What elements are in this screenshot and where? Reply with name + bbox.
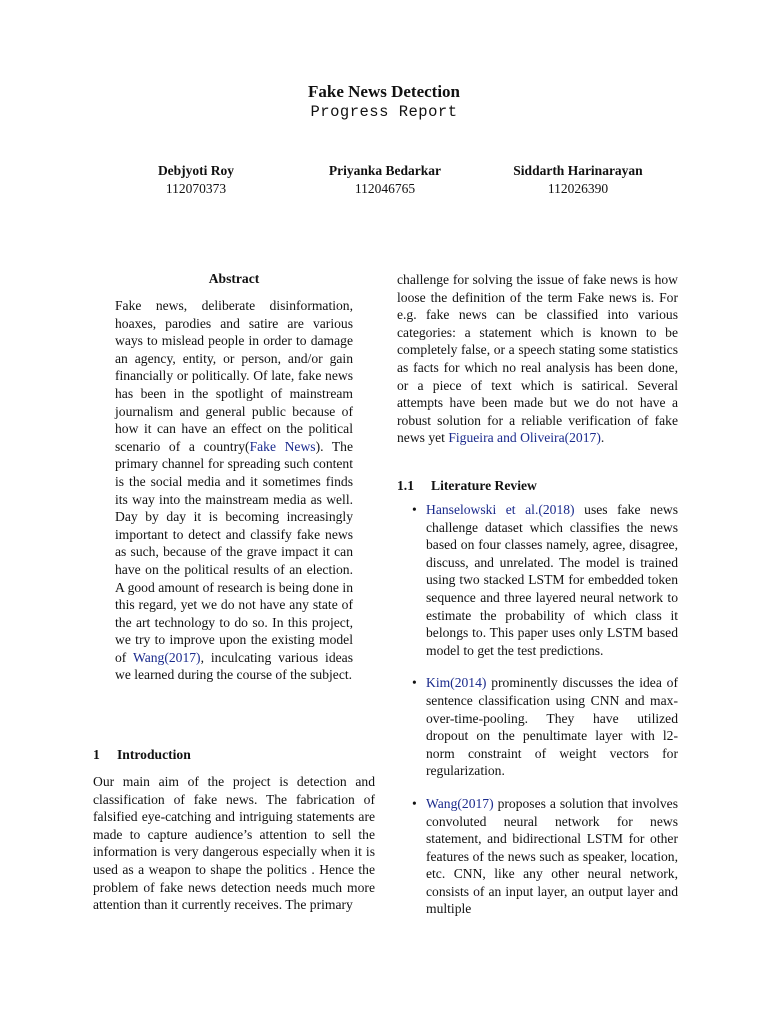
bullet-text — [426, 674, 678, 780]
abstract-heading: Abstract — [208, 271, 260, 286]
literature-bullet-list — [397, 501, 678, 933]
citation-link[interactable]: Hanselowski et al.(2018) — [426, 502, 575, 517]
section-number: 1.1 — [397, 478, 414, 493]
author-1 — [86, 162, 306, 198]
citation-link[interactable]: Figueira and Oliveira(2017) — [448, 430, 601, 446]
section-number: 1 — [93, 747, 100, 762]
author-id: 112070373 — [165, 181, 227, 196]
bullet-text — [426, 795, 678, 918]
body-text: challenge for solving the issue of fake news is how loose the definition of the term Fake news is. For e.g. fake news can be classified into various categories: a statement which is known to be completely false, or a speech stating some statistics as facts for which no real analysis has been done, or a piece of text which is satirical. Several attempts have been made but we do not have a robust solution for a reliable verification of fake news yet — [397, 272, 678, 446]
list-item — [397, 501, 678, 659]
introduction-paragraph: Our main aim of the project is detection and classification of fake news. The fabrication of falsified eye-catching and intriguing statements are made to capture audience’s attention to sell the information is very dangerous especially when it is used as a weapon to shape the politics . Hence the problem of fake news detection needs much more attention than it currently receives. The primary — [93, 774, 375, 913]
author-id: 112046765 — [354, 181, 416, 196]
author-name: Priyanka Bedarkar — [328, 163, 442, 178]
section-title: Literature Review — [431, 478, 537, 493]
citation-link[interactable]: Wang(2017) — [132, 649, 201, 665]
abstract-paragraph — [115, 297, 353, 684]
citation-link[interactable]: Wang(2017) — [426, 795, 494, 811]
abstract-text: Fake news, deliberate disinformation, hoaxes, parodies and satire are various ways to mislead people in order to damage an agency, entity, or person, and/or gain financially or politically. Of late, fake news has been in the spotlight of mainstream journalism and general public because of how it can have an effect on the political scenario of a country( — [115, 298, 353, 454]
author-name: Debjyoti Roy — [157, 163, 235, 178]
bullet-icon: • — [412, 502, 417, 517]
section-heading-introduction — [93, 747, 191, 763]
paper-title: Fake News Detection — [307, 82, 460, 101]
body-text: prominently discusses the idea of sentence classification using CNN and max-over-time-pooling. They have utilized dropout on the penultimate layer with l2-norm constraint of weight vectors for regularization. — [426, 675, 678, 779]
citation-link[interactable]: Fake News — [249, 438, 316, 454]
bullet-icon: • — [412, 795, 417, 811]
right-column-paragraph — [397, 271, 678, 447]
body-text: uses fake news challenge dataset which classifies the news based on four classes namely, agree, disagree, discuss, and unrelated. The model is trained using two stacked LSTM for embedded token sequence and three layered neural network to estimate the probability of which class it belongs to. This paper uses only LSTM based model to get the test predictions. — [426, 502, 678, 658]
abstract-text: , inculcating various ideas we learned during the course of the subject. — [115, 649, 353, 683]
body-text: . — [600, 430, 605, 446]
abstract-body — [115, 297, 353, 684]
author-2 — [275, 162, 495, 198]
abstract-text: ). The primary channel for spreading such content is the social media and it sometimes finds its way into the mainstream media as well. Day by day it is becoming increasingly important to detect and classify fake news as such, because of the grave impact it can have on the political results of an election. A good amount of research is being done in this regard, yet we do not have any state of the art technology to do so. In this project, we try to improve upon the existing model of — [115, 438, 353, 665]
author-3 — [468, 162, 688, 198]
body-text: proposes a solution that involves convoluted neural network for news statement, and bidirectional LSTM for other features of the news such as speaker, location, etc. CNN, like any other neural network, consists of an input layer, an output layer and multiple — [426, 795, 678, 917]
list-item — [397, 795, 678, 918]
author-name: Siddarth Harinarayan — [513, 163, 643, 178]
paper-subtitle: Progress Report — [310, 103, 458, 121]
citation-link[interactable]: Kim(2014) — [426, 675, 487, 691]
intro-continuation — [397, 271, 678, 447]
list-item — [397, 674, 678, 780]
bullet-icon: • — [412, 675, 417, 691]
bullet-text — [426, 501, 678, 659]
author-id: 112026390 — [547, 181, 609, 196]
introduction-body — [93, 773, 375, 914]
section-title: Introduction — [117, 747, 191, 762]
section-heading-literature-review — [397, 478, 537, 494]
